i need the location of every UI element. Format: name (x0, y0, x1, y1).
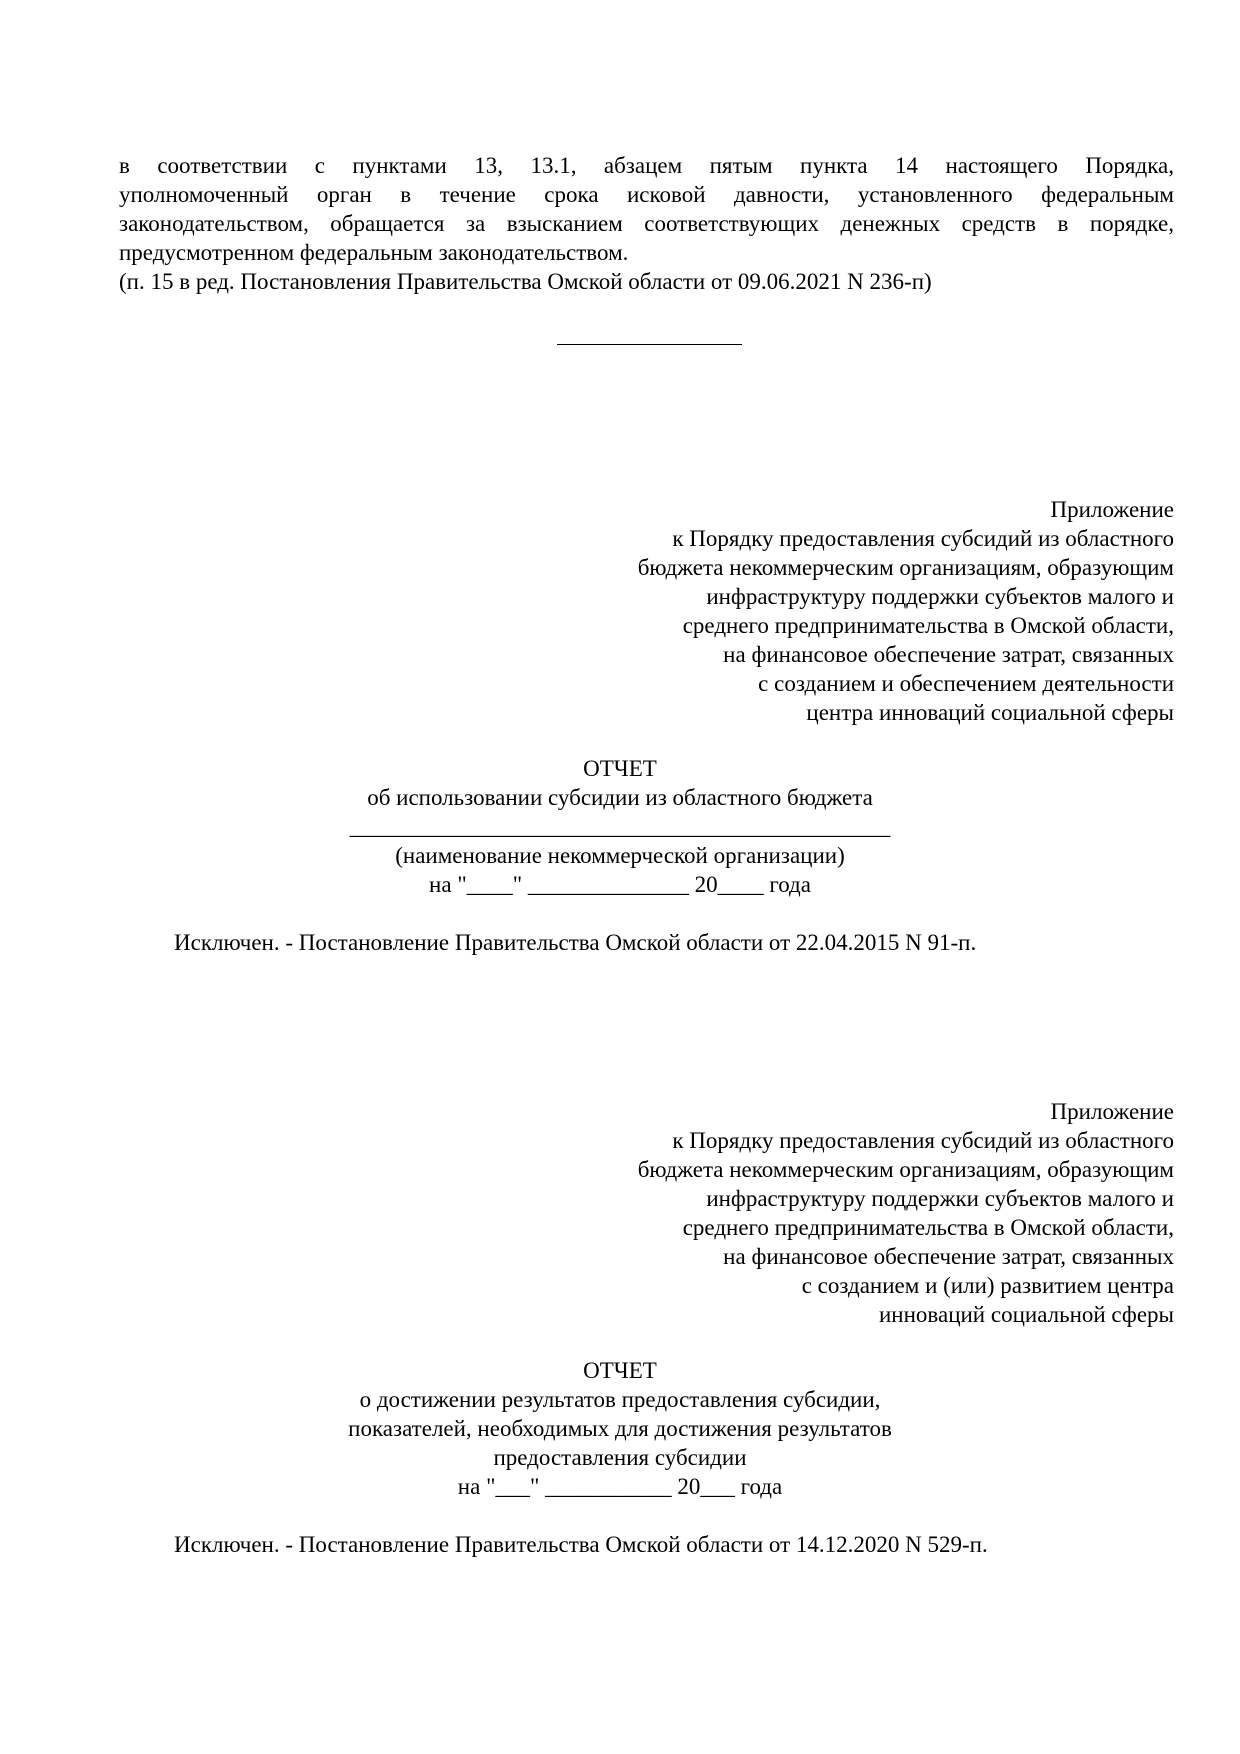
excluded-note: Исключен. - Постановление Правительства Омской области от 14.12.2020 N 529-п. (174, 1532, 988, 1557)
report-subtitle-line: о достижении результатов предоставления субсидии, (359, 1387, 881, 1412)
intro-line: предусмотренном федеральным законодательством. (119, 240, 629, 265)
edition-note: (п. 15 в ред. Постановления Правительства Омской области от 09.06.2021 N 236-п) (119, 269, 932, 294)
report-title: ОТЧЕТ (583, 756, 657, 781)
appendix-heading-line: к Порядку предоставления субсидий из областного (672, 1128, 1174, 1153)
intro-paragraph (119, 151, 1174, 267)
intro-line: уполномоченный орган в течение срока исковой давности, установленного федеральным (119, 182, 1174, 207)
appendix-heading-line: с созданием и обеспечением деятельности (758, 671, 1174, 696)
appendix-heading-line: инфраструктуру поддержки субъектов малого и (706, 584, 1174, 609)
section-separator (557, 344, 742, 345)
appendix-heading-line: бюджета некоммерческим организациям, образующим (637, 555, 1174, 580)
intro-line: в соответствии с пунктами 13, 13.1, абзацем пятым пункта 14 настоящего Порядка, (119, 153, 1174, 178)
report-date-line: на "___" ___________ 20___ года (457, 1474, 783, 1499)
appendix-heading-line: среднего предпринимательства в Омской области, (682, 1215, 1174, 1240)
appendix-2-report (300, 1356, 940, 1501)
report-title: ОТЧЕТ (583, 1358, 657, 1383)
appendix-heading-line: к Порядку предоставления субсидий из областного (672, 526, 1174, 551)
organization-name-caption: (наименование некоммерческой организации) (395, 843, 845, 868)
report-subtitle-line: предоставления субсидии (493, 1445, 747, 1470)
appendix-2-heading (560, 1097, 1174, 1329)
report-subtitle-line: показателей, необходимых для достижения результатов (348, 1416, 892, 1441)
appendix-heading-line: бюджета некоммерческим организациям, образующим (637, 1157, 1174, 1182)
appendix-heading-line: среднего предпринимательства в Омской области, (682, 613, 1174, 638)
appendix-heading-line: инфраструктуру поддержки субъектов малого и (706, 1186, 1174, 1211)
appendix-heading-line: Приложение (1050, 1099, 1174, 1124)
appendix-heading-line: центра инноваций социальной сферы (806, 700, 1174, 725)
appendix-heading-line: на финансовое обеспечение затрат, связанных (723, 642, 1174, 667)
appendix-heading-line: Приложение (1050, 497, 1174, 522)
organization-name-line: _______________________________________________ (349, 814, 891, 839)
appendix-1-heading (560, 495, 1174, 727)
excluded-note: Исключен. - Постановление Правительства Омской области от 22.04.2015 N 91-п. (174, 930, 977, 955)
appendix-heading-line: инноваций социальной сферы (879, 1302, 1174, 1327)
intro-line: законодательством, обращается за взысканием соответствующих денежных средств в порядке, (119, 211, 1174, 236)
appendix-1-report (300, 754, 940, 899)
appendix-heading-line: с созданием и (или) развитием центра (801, 1273, 1174, 1298)
report-subtitle: об использовании субсидии из областного бюджета (367, 785, 873, 810)
appendix-heading-line: на финансовое обеспечение затрат, связанных (723, 1244, 1174, 1269)
report-date-line: на "____" ______________ 20____ года (429, 872, 811, 897)
